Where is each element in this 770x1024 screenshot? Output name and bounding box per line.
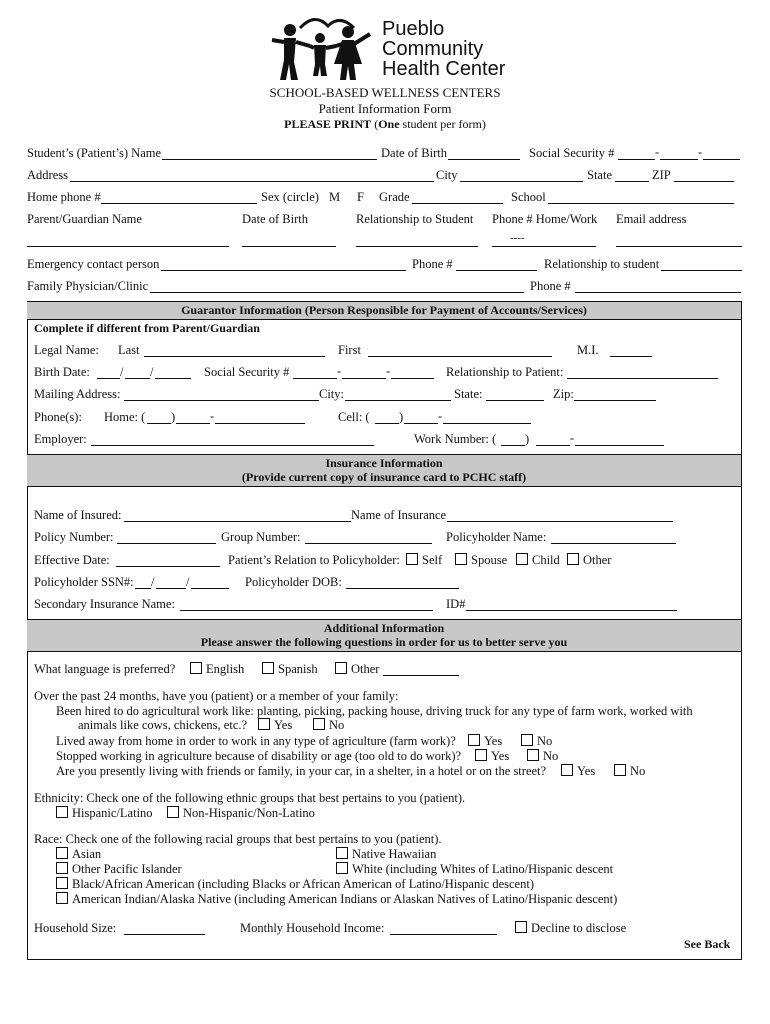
pacific-checkbox[interactable] <box>56 862 68 874</box>
guardian-name-header: Parent/Guardian Name <box>27 212 142 226</box>
policyholder-name-field[interactable] <box>551 543 676 544</box>
black-label: Black/African American (including Blacks or African American of Latino/Hispanic descent) <box>72 877 534 891</box>
city-label: City <box>436 168 458 182</box>
id-field[interactable] <box>466 610 677 611</box>
physician-label: Family Physician/Clinic <box>27 279 149 293</box>
no-label: No <box>329 718 345 732</box>
student-ssn-label: Social Security # <box>529 146 615 160</box>
q1-yes-option[interactable] <box>258 718 292 733</box>
guarantor-state-label: State: <box>454 387 483 401</box>
language-spanish-option[interactable] <box>262 662 318 677</box>
grade-field[interactable] <box>412 203 503 204</box>
ethnicity-text: Ethnicity: Check one of the following ethnic groups that best pertains to you (patient). <box>34 791 466 805</box>
hawaiian-checkbox[interactable] <box>336 847 348 859</box>
guardian-phone-header: Phone # Home/Work <box>492 212 598 226</box>
policyholder-dob-label: Policyholder DOB: <box>245 575 342 589</box>
phone-dash: - <box>438 409 443 423</box>
pacific-option[interactable] <box>56 862 182 877</box>
policyholder-ssn-label: Policyholder SSN#: <box>34 575 134 589</box>
q1-no-option[interactable] <box>313 718 344 733</box>
spouse-label: Spouse <box>471 553 508 567</box>
q2-yes-checkbox[interactable] <box>468 734 480 746</box>
ssn-dash: - <box>655 145 660 159</box>
mailing-address-field[interactable] <box>124 400 319 401</box>
birth-date-label: Birth Date: <box>34 365 90 379</box>
non-hispanic-option[interactable] <box>167 806 315 821</box>
see-back-note: See Back <box>684 937 731 951</box>
relation-spouse-option[interactable] <box>455 553 507 568</box>
relation-child-option[interactable] <box>516 553 560 568</box>
white-checkbox[interactable] <box>336 862 348 874</box>
guardian-dob-field[interactable] <box>242 246 336 247</box>
household-size-label: Household Size: <box>34 921 117 935</box>
student-ssn-field-3[interactable] <box>703 159 740 160</box>
monthly-income-label: Monthly Household Income: <box>240 921 385 935</box>
q3-yes-checkbox[interactable] <box>475 749 487 761</box>
legal-name-label: Legal Name: <box>34 343 99 357</box>
guarantor-ssn-label: Social Security # <box>204 365 290 379</box>
non-hispanic-checkbox[interactable] <box>167 806 179 818</box>
hawaiian-option[interactable] <box>336 847 436 862</box>
household-size-field[interactable] <box>124 934 205 935</box>
relation-label: Patient’s Relation to Policyholder: <box>228 553 400 567</box>
yes-label: Yes <box>491 749 510 763</box>
home-phone-label: Home phone # <box>27 190 101 204</box>
guarantor-subheading: Complete if different from Parent/Guardian <box>34 321 260 335</box>
spanish-checkbox[interactable] <box>262 662 274 674</box>
first-name-field[interactable] <box>368 356 552 357</box>
decline-checkbox[interactable] <box>515 921 527 933</box>
hispanic-option[interactable] <box>56 806 153 821</box>
question-lived-away: Lived away from home in order to work in any type of agriculture (farm work)? <box>56 734 456 748</box>
sex-f-option[interactable]: F <box>357 190 364 204</box>
work-prefix-field[interactable] <box>536 445 570 446</box>
policy-number-label: Policy Number: <box>34 530 114 544</box>
no-label: No <box>537 734 553 748</box>
emergency-rel-field[interactable] <box>661 270 742 271</box>
emergency-contact-field[interactable] <box>161 270 406 271</box>
hawaiian-label: Native Hawaiian <box>352 847 437 861</box>
additional-bar-title: Additional Information <box>323 621 445 635</box>
address-label: Address <box>27 168 68 182</box>
additional-section-bar <box>27 619 741 652</box>
date-slash: / <box>150 365 154 379</box>
zip-field[interactable] <box>674 181 734 182</box>
policyholder-name-label: Policyholder Name: <box>446 530 547 544</box>
group-number-field[interactable] <box>305 543 432 544</box>
birth-year-field[interactable] <box>155 378 191 379</box>
insurance-name-label: Name of Insurance <box>351 508 447 522</box>
guarantor-ssn-field-2[interactable] <box>342 378 386 379</box>
english-label: English <box>206 662 245 676</box>
insurance-bar-subtitle: (Provide current copy of insurance card to PCHC staff) <box>241 470 527 484</box>
policyholder-dob-field[interactable] <box>346 588 459 589</box>
native-label: American Indian/Alaska Native (including American Indians or Alaskan Natives of Latino/Hispanic descent) <box>72 892 618 906</box>
home-phone-number-field[interactable] <box>215 423 305 424</box>
question-living-situation: Are you presently living with friends or family, in your car, in a shelter, in a hotel or on the street? <box>56 764 547 778</box>
other-label: Other <box>583 553 612 567</box>
guardian-email-field[interactable] <box>616 246 742 247</box>
mi-label: M.I. <box>577 343 599 357</box>
school-field[interactable] <box>548 203 734 204</box>
child-checkbox[interactable] <box>516 553 528 565</box>
guarantor-ssn-field-3[interactable] <box>391 378 434 379</box>
cell-number-field[interactable] <box>443 423 531 424</box>
insurance-section-bar <box>27 454 741 487</box>
question-farm-work-line1: Been hired to do agricultural work like: planting, picking, packing house, driving truck for any type of farm work, worked with <box>56 704 693 718</box>
q2-no-checkbox[interactable] <box>521 734 533 746</box>
guarantor-state-field[interactable] <box>486 400 544 401</box>
work-number-label: Work Number: ( <box>414 432 497 446</box>
ssn-dash: - <box>337 364 342 378</box>
question-stopped-working: Stopped working in agriculture because of disability or age (too old to do work)? <box>56 749 462 763</box>
guardian-name-field[interactable] <box>27 246 229 247</box>
native-option[interactable] <box>56 892 617 907</box>
policyholder-ssn-field-1[interactable] <box>135 588 151 589</box>
student-ssn-field-2[interactable] <box>660 159 698 160</box>
first-label: First <box>338 343 361 357</box>
yes-label: Yes <box>577 764 596 778</box>
insurance-name-field[interactable] <box>447 521 673 522</box>
non-hispanic-label: Non-Hispanic/Non-Latino <box>183 806 315 820</box>
language-other-option[interactable] <box>335 662 379 677</box>
q4-no-checkbox[interactable] <box>614 764 626 776</box>
relation-other-option[interactable] <box>567 553 611 568</box>
guarantor-home-label: Home: ( <box>104 410 146 424</box>
guardian-dob-header: Date of Birth <box>242 212 308 226</box>
cell-area-code-field[interactable] <box>375 423 399 424</box>
cell-prefix-field[interactable] <box>404 423 438 424</box>
guardian-phone-field[interactable] <box>492 246 596 247</box>
spouse-checkbox[interactable] <box>455 553 467 565</box>
q2-no-option[interactable] <box>521 734 552 749</box>
guarantor-city-field[interactable] <box>345 400 451 401</box>
paren-close: ) <box>525 432 530 446</box>
guarantor-rel-field[interactable] <box>567 378 718 379</box>
policyholder-ssn-field-3[interactable] <box>191 588 229 589</box>
over-24-months-text: Over the past 24 months, have you (patient) or a member of your family: <box>34 689 399 703</box>
cell-label: Cell: ( <box>338 410 370 424</box>
state-label: State <box>587 168 612 182</box>
logo-line-2: Community <box>382 38 484 60</box>
insured-name-label: Name of Insured: <box>34 508 122 522</box>
emergency-phone-label: Phone # <box>412 257 453 271</box>
policy-number-field[interactable] <box>117 543 216 544</box>
home-phone-field[interactable] <box>101 203 257 204</box>
paren-close: ) <box>399 410 404 424</box>
guarantor-ssn-field-1[interactable] <box>293 378 337 379</box>
guardian-rel-field[interactable] <box>356 246 478 247</box>
sex-m-option[interactable]: M <box>329 190 341 204</box>
phone-dash: - <box>570 431 575 445</box>
school-label: School <box>511 190 546 204</box>
q4-yes-checkbox[interactable] <box>561 764 573 776</box>
birth-month-field[interactable] <box>97 378 120 379</box>
secondary-insurance-field[interactable] <box>180 610 433 611</box>
guarantor-zip-field[interactable] <box>574 400 656 401</box>
spanish-label: Spanish <box>278 662 318 676</box>
id-label: ID# <box>446 597 466 611</box>
q1-yes-checkbox[interactable] <box>258 718 270 730</box>
black-checkbox[interactable] <box>56 877 68 889</box>
white-label: White (including Whites of Latino/Hispanic descent <box>352 862 614 876</box>
other-checkbox[interactable] <box>567 553 579 565</box>
self-checkbox[interactable] <box>406 553 418 565</box>
form-subtitle: Patient Information Form <box>318 101 452 116</box>
ssn-slash: / <box>186 575 190 589</box>
guardian-phone-dash: ---- <box>510 232 525 244</box>
state-field[interactable] <box>615 181 649 182</box>
student-name-label: Student’s (Patient’s) Name <box>27 146 162 160</box>
no-label: No <box>630 764 646 778</box>
q3-no-option[interactable] <box>527 749 558 764</box>
group-number-label: Group Number: <box>221 530 301 544</box>
work-number-field[interactable] <box>575 445 664 446</box>
guardian-email-header: Email address <box>616 212 687 226</box>
employer-label: Employer: <box>34 432 87 446</box>
asian-label: Asian <box>72 847 102 861</box>
other-language-field[interactable] <box>383 675 459 676</box>
effective-date-field[interactable] <box>116 566 220 567</box>
monthly-income-field[interactable] <box>390 934 497 935</box>
native-checkbox[interactable] <box>56 892 68 904</box>
hispanic-checkbox[interactable] <box>56 806 68 818</box>
secondary-insurance-label: Secondary Insurance Name: <box>34 597 175 611</box>
language-label: What language is preferred? <box>34 662 176 676</box>
student-dob-label: Date of Birth <box>381 146 447 160</box>
asian-option[interactable] <box>56 847 101 862</box>
guarantor-city-label: City: <box>319 387 345 401</box>
q4-yes-option[interactable] <box>561 764 595 779</box>
ssn-dash: - <box>386 364 391 378</box>
effective-date-label: Effective Date: <box>34 553 110 567</box>
decline-option[interactable] <box>515 921 626 936</box>
phone-dash: - <box>210 409 215 423</box>
question-farm-work-line2: animals like cows, chickens, etc.? <box>78 718 248 732</box>
language-english-option[interactable] <box>190 662 244 677</box>
q4-no-option[interactable] <box>614 764 645 779</box>
asian-checkbox[interactable] <box>56 847 68 859</box>
city-field[interactable] <box>460 181 583 182</box>
hispanic-label: Hispanic/Latino <box>72 806 153 820</box>
emergency-phone-field[interactable] <box>456 270 537 271</box>
yes-label: Yes <box>274 718 293 732</box>
mi-field[interactable] <box>610 356 652 357</box>
grade-label: Grade <box>379 190 410 204</box>
address-field[interactable] <box>70 181 434 182</box>
emergency-contact-label: Emergency contact person <box>27 257 160 271</box>
student-dob-field[interactable] <box>448 159 520 160</box>
student-name-field[interactable] <box>162 159 377 160</box>
q3-yes-option[interactable] <box>475 749 509 764</box>
employer-field[interactable] <box>91 445 374 446</box>
last-name-field[interactable] <box>144 356 325 357</box>
black-option[interactable] <box>56 877 534 892</box>
ssn-slash: / <box>151 575 155 589</box>
mailing-address-label: Mailing Address: <box>34 387 121 401</box>
last-label: Last <box>118 343 140 357</box>
logo-line-3: Health Center <box>382 58 506 80</box>
student-ssn-field-1[interactable] <box>618 159 655 160</box>
emergency-rel-label: Relationship to student <box>544 257 660 271</box>
white-option[interactable] <box>336 862 613 877</box>
race-text: Race: Check one of the following racial groups that best pertains to you (patient). <box>34 832 442 846</box>
birth-day-field[interactable] <box>125 378 150 379</box>
ssn-dash: - <box>698 145 703 159</box>
self-label: Self <box>422 553 443 567</box>
logo-line-1: Pueblo <box>382 18 445 40</box>
policyholder-ssn-field-2[interactable] <box>156 588 186 589</box>
child-label: Child <box>532 553 560 567</box>
guardian-rel-header: Relationship to Student <box>356 212 474 226</box>
guarantor-section-bar: Guarantor Information (Person Responsible for Payment of Accounts/Services) <box>27 301 741 320</box>
paren-close: ) <box>171 410 176 424</box>
work-area-code-field[interactable] <box>501 445 525 446</box>
q2-yes-option[interactable] <box>468 734 502 749</box>
print-instruction: PLEASE PRINT (One student per form) <box>284 117 486 131</box>
date-slash: / <box>120 365 124 379</box>
other-language-label: Other <box>351 662 380 676</box>
additional-bar-subtitle: Please answer the following questions in order for us to better serve you <box>200 635 568 649</box>
phones-label: Phone(s): <box>34 410 82 424</box>
family-logo-icon <box>270 14 380 82</box>
guarantor-zip-label: Zip: <box>553 387 574 401</box>
physician-field[interactable] <box>150 292 524 293</box>
q3-no-checkbox[interactable] <box>527 749 539 761</box>
pacific-label: Other Pacific Islander <box>72 862 182 876</box>
q1-no-checkbox[interactable] <box>313 718 325 730</box>
relation-self-option[interactable] <box>406 553 442 568</box>
no-label: No <box>543 749 559 763</box>
sex-label: Sex (circle) <box>261 190 319 204</box>
yes-label: Yes <box>484 734 503 748</box>
insured-name-field[interactable] <box>124 521 351 522</box>
decline-label: Decline to disclose <box>531 921 627 935</box>
home-phone-prefix-field[interactable] <box>176 423 210 424</box>
insurance-bar-title: Insurance Information <box>325 456 443 470</box>
physician-phone-label: Phone # <box>530 279 571 293</box>
form-title: SCHOOL-BASED WELLNESS CENTERS <box>269 85 501 100</box>
physician-phone-field[interactable] <box>575 292 741 293</box>
zip-label: ZIP <box>652 168 671 182</box>
guarantor-rel-label: Relationship to Patient: <box>446 365 564 379</box>
other-language-checkbox[interactable] <box>335 662 347 674</box>
home-area-code-field[interactable] <box>147 423 171 424</box>
english-checkbox[interactable] <box>190 662 202 674</box>
